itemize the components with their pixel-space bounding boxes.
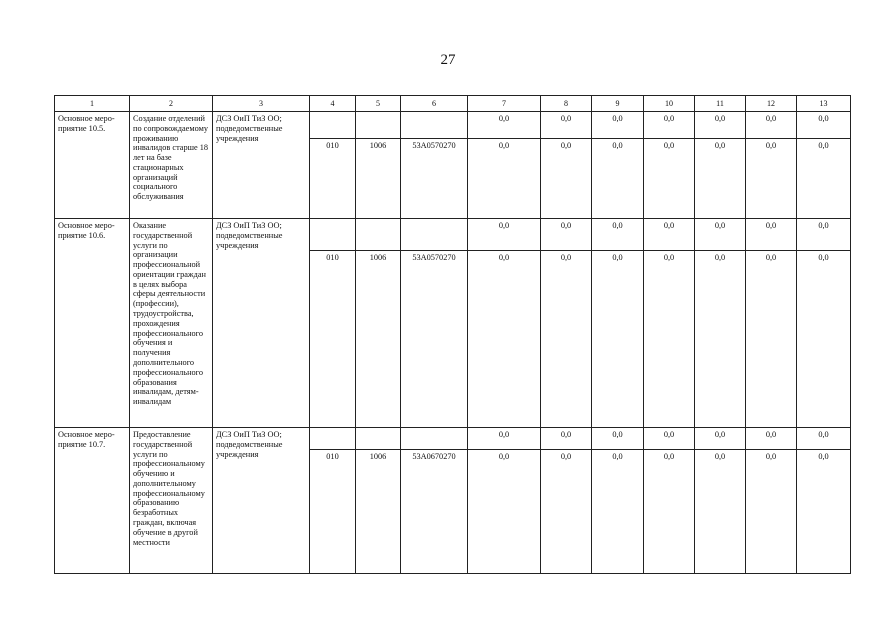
value-cell: 0,0 xyxy=(468,450,541,574)
value-cell: 0,0 xyxy=(695,251,746,428)
code-cell xyxy=(401,112,468,139)
value-cell: 0,0 xyxy=(644,450,695,574)
code-cell: 53А0570270 xyxy=(401,251,468,428)
value-cell: 0,0 xyxy=(468,251,541,428)
executor-cell: ДСЗ ОиП ТиЗ ОО; подведомственные учреждения xyxy=(213,112,310,219)
value-cell: 0,0 xyxy=(541,251,592,428)
code-cell: 1006 xyxy=(356,450,401,574)
value-cell: 0,0 xyxy=(695,112,746,139)
column-header: 1 xyxy=(55,96,130,112)
value-cell: 0,0 xyxy=(695,139,746,219)
program-events-table xyxy=(54,95,851,574)
value-cell: 0,0 xyxy=(695,428,746,450)
code-cell: 010 xyxy=(310,450,356,574)
column-header: 11 xyxy=(695,96,746,112)
column-header: 5 xyxy=(356,96,401,112)
value-cell: 0,0 xyxy=(746,219,797,251)
column-header: 10 xyxy=(644,96,695,112)
table-row xyxy=(55,428,851,450)
code-cell xyxy=(356,112,401,139)
code-cell xyxy=(356,219,401,251)
value-cell: 0,0 xyxy=(644,251,695,428)
column-header: 4 xyxy=(310,96,356,112)
description-cell: Оказание государственной услуги по организации профессиональной ориентации граждан в целях выбора сферы деятельности (профессии), трудоустройства, прохождения профессионального обучения и получения дополнительного профессионального образования инвалидам, детям-инвалидам xyxy=(130,219,213,428)
value-cell: 0,0 xyxy=(468,139,541,219)
table-row xyxy=(55,219,851,251)
code-cell: 010 xyxy=(310,251,356,428)
description-cell: Предоставление государственной услуги по профессиональному обучению и дополнительному профессиональному образованию безработных граждан, включая обучение в другой местности xyxy=(130,428,213,574)
column-header: 2 xyxy=(130,96,213,112)
value-cell: 0,0 xyxy=(746,139,797,219)
value-cell: 0,0 xyxy=(592,139,644,219)
value-cell: 0,0 xyxy=(541,112,592,139)
column-header: 6 xyxy=(401,96,468,112)
value-cell: 0,0 xyxy=(592,251,644,428)
value-cell: 0,0 xyxy=(541,450,592,574)
value-cell: 0,0 xyxy=(695,450,746,574)
column-header: 12 xyxy=(746,96,797,112)
column-header: 13 xyxy=(797,96,851,112)
code-cell xyxy=(310,428,356,450)
event-cell: Основное меро-приятие 10.7. xyxy=(55,428,130,574)
column-header: 9 xyxy=(592,96,644,112)
page-number: 27 xyxy=(440,52,456,68)
value-cell: 0,0 xyxy=(746,112,797,139)
value-cell: 0,0 xyxy=(468,428,541,450)
event-cell: Основное меро-приятие 10.5. xyxy=(55,112,130,219)
value-cell: 0,0 xyxy=(592,428,644,450)
value-cell: 0,0 xyxy=(541,428,592,450)
code-cell: 1006 xyxy=(356,139,401,219)
code-cell: 1006 xyxy=(356,251,401,428)
value-cell: 0,0 xyxy=(746,251,797,428)
value-cell: 0,0 xyxy=(468,219,541,251)
header-row xyxy=(55,96,851,112)
code-cell xyxy=(401,219,468,251)
value-cell: 0,0 xyxy=(746,450,797,574)
value-cell: 0,0 xyxy=(592,219,644,251)
value-cell: 0,0 xyxy=(592,112,644,139)
code-cell xyxy=(310,219,356,251)
description-cell: Создание отделений по сопровождаемому проживанию инвалидов старше 18 лет на базе стационарных организаций социального обслуживания xyxy=(130,112,213,219)
column-header: 3 xyxy=(213,96,310,112)
executor-cell: ДСЗ ОиП ТиЗ ОО; подведомственные учреждения xyxy=(213,219,310,428)
value-cell: 0,0 xyxy=(644,139,695,219)
code-cell: 010 xyxy=(310,139,356,219)
value-cell: 0,0 xyxy=(797,251,851,428)
value-cell: 0,0 xyxy=(468,112,541,139)
value-cell: 0,0 xyxy=(746,428,797,450)
value-cell: 0,0 xyxy=(797,139,851,219)
value-cell: 0,0 xyxy=(541,219,592,251)
value-cell: 0,0 xyxy=(695,219,746,251)
value-cell: 0,0 xyxy=(797,219,851,251)
value-cell: 0,0 xyxy=(644,219,695,251)
value-cell: 0,0 xyxy=(644,428,695,450)
code-cell: 53А0670270 xyxy=(401,450,468,574)
value-cell: 0,0 xyxy=(797,112,851,139)
code-cell: 53А0570270 xyxy=(401,139,468,219)
code-cell xyxy=(310,112,356,139)
value-cell: 0,0 xyxy=(797,450,851,574)
value-cell: 0,0 xyxy=(644,112,695,139)
event-cell: Основное меро-приятие 10.6. xyxy=(55,219,130,428)
value-cell: 0,0 xyxy=(592,450,644,574)
code-cell xyxy=(401,428,468,450)
column-header: 8 xyxy=(541,96,592,112)
code-cell xyxy=(356,428,401,450)
value-cell: 0,0 xyxy=(541,139,592,219)
value-cell: 0,0 xyxy=(797,428,851,450)
executor-cell: ДСЗ ОиП ТиЗ ОО; подведомственные учреждения xyxy=(213,428,310,574)
column-header: 7 xyxy=(468,96,541,112)
table-row xyxy=(55,112,851,139)
